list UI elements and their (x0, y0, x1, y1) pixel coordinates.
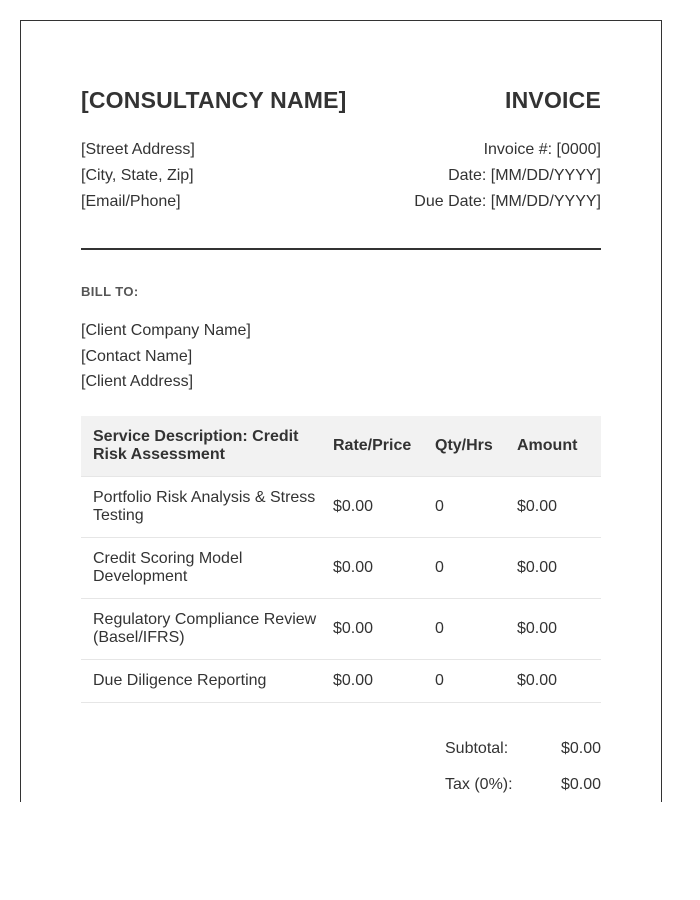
invoice-due-date: Due Date: [MM/DD/YYYY] (414, 193, 601, 210)
invoice-header (81, 87, 601, 113)
row-rate: $0.00 (333, 476, 435, 537)
table-row (81, 537, 601, 598)
invoice-number: Invoice #: [0000] (483, 141, 601, 158)
subtotal-label: Subtotal: (445, 740, 509, 757)
header-divider (81, 248, 601, 250)
client-address: [Client Address] (81, 373, 194, 390)
totals-block (445, 737, 601, 802)
row-rate: $0.00 (333, 598, 435, 659)
company-contact: [Email/Phone] (81, 193, 181, 210)
company-city: [City, State, Zip] (81, 167, 194, 184)
row-qty: 0 (435, 537, 517, 598)
invoice-meta (414, 137, 601, 215)
table-header-row (81, 416, 601, 476)
row-amount: $0.00 (517, 598, 601, 659)
row-description: Portfolio Risk Analysis & Stress Testing (81, 476, 333, 537)
tax-value: $0.00 (560, 776, 601, 793)
company-address (81, 137, 195, 215)
subtotal-value: $0.00 (560, 740, 601, 757)
subtotal-row (445, 737, 601, 773)
col-header-rate: Rate/Price (333, 416, 435, 476)
row-qty: 0 (435, 476, 517, 537)
company-name: [CONSULTANCY NAME] (81, 87, 347, 113)
client-company: [Client Company Name] (81, 322, 251, 339)
table-row (81, 598, 601, 659)
row-qty: 0 (435, 598, 517, 659)
row-rate: $0.00 (333, 659, 435, 702)
client-details (81, 318, 251, 395)
line-items-table (81, 416, 601, 703)
row-amount: $0.00 (517, 537, 601, 598)
row-description: Regulatory Compliance Review (Basel/IFRS) (81, 598, 333, 659)
company-street: [Street Address] (81, 141, 195, 158)
row-rate: $0.00 (333, 537, 435, 598)
col-header-amount: Amount (517, 416, 601, 476)
row-qty: 0 (435, 659, 517, 702)
table-row (81, 476, 601, 537)
col-header-description: Service Description: Credit Risk Assessment (81, 416, 333, 476)
client-contact: [Contact Name] (81, 347, 193, 365)
table-row (81, 659, 601, 702)
col-header-qty: Qty/Hrs (435, 416, 517, 476)
row-amount: $0.00 (517, 476, 601, 537)
invoice-page (20, 20, 662, 802)
invoice-title: INVOICE (505, 87, 601, 113)
invoice-date: Date: [MM/DD/YYYY] (448, 167, 601, 184)
row-description: Due Diligence Reporting (81, 659, 333, 702)
row-amount: $0.00 (517, 659, 601, 702)
bill-to-label: BILL TO: (81, 284, 139, 299)
tax-label: Tax (0%): (445, 776, 513, 793)
row-description: Credit Scoring Model Development (81, 537, 333, 598)
tax-row (445, 773, 601, 802)
